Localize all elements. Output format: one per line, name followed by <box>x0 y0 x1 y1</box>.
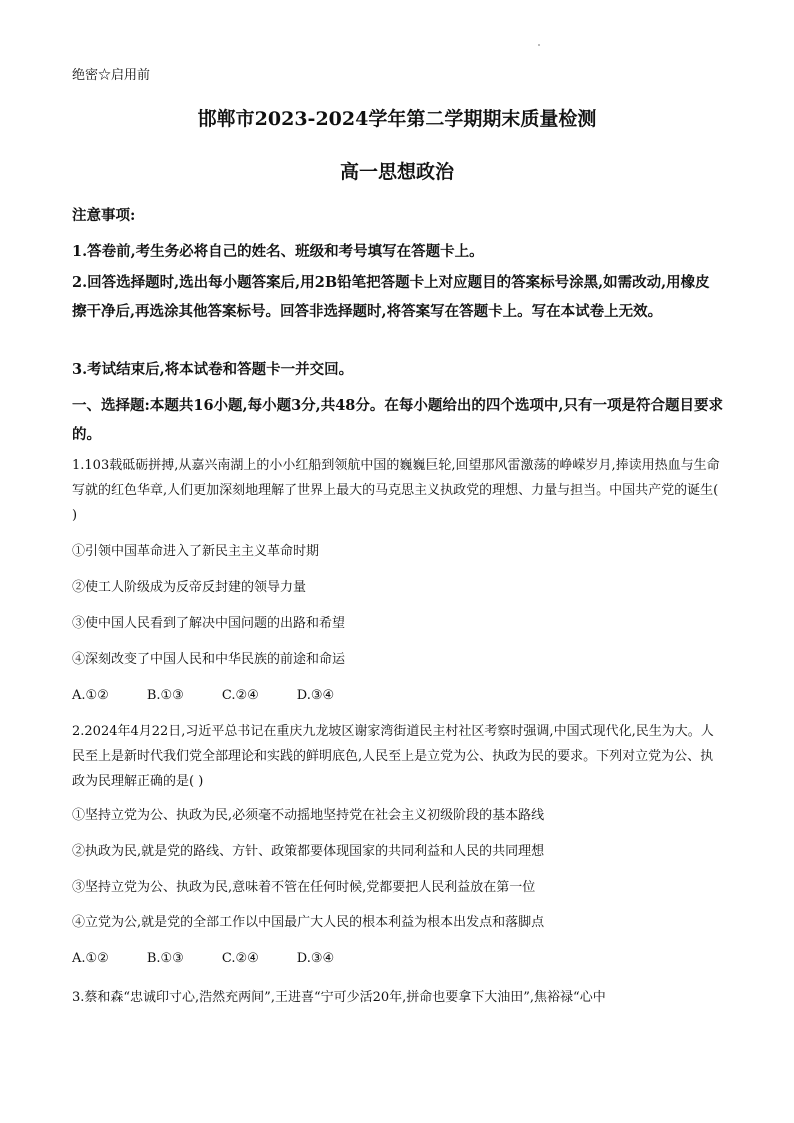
question-1-option: ③使中国人民看到了解决中国问题的出路和希望 <box>72 616 346 631</box>
question-1-stem: 1.103载砥砺拼搏,从嘉兴南湖上的小小红船到领航中国的巍巍巨轮,回望那风雷激荡的峥嵘岁月,捧读用热血与生命写就的红色华章,人们更加深刻地理解了世界上最大的马克思主义执政党的理想、力量与担当。中国共产党的诞生( ) <box>72 458 720 523</box>
answer-choice: C.②④ <box>221 688 259 703</box>
question-1-answers <box>72 686 724 706</box>
question-1-option: ①引领中国革命进入了新民主主义革命时期 <box>72 544 320 559</box>
question-2-option: ④立党为公,就是党的全部工作以中国最广大人民的根本利益为根本出发点和落脚点 <box>72 915 545 930</box>
question-2-option: ②执政为民,就是党的路线、方针、政策都要体现国家的共同利益和人民的共同理想 <box>72 844 545 859</box>
notice-item-1: 1.答卷前,考生务必将自己的姓名、班级和考号填写在答题卡上。 <box>72 243 484 260</box>
section-heading: 一、选择题:本题共16小题,每小题3分,共48分。在每小题给出的四个选项中,只有一项是符合题目要求的。 <box>72 397 723 443</box>
answer-choice: C.②④ <box>221 951 259 966</box>
question-1-option: ②使工人阶级成为反帝反封建的领导力量 <box>72 580 307 595</box>
answer-choice: B.①③ <box>146 688 184 703</box>
exam-title: 邯郸市2023-2024学年第二学期期末质量检测 <box>197 108 597 130</box>
notice-heading: 注意事项: <box>72 207 136 224</box>
notice-item-2: 2.回答选择题时,选出每小题答案后,用2B铅笔把答题卡上对应题目的答案标号涂黑,如需改动,用橡皮擦干净后,再选涂其他答案标号。回答非选择题时,将答案写在答题卡上。写在本试卷上无效。 <box>72 274 710 320</box>
subject-title: 高一思想政治 <box>339 161 454 183</box>
answer-choice: A.①② <box>72 688 109 703</box>
question-2-answers <box>72 949 724 969</box>
answer-choice: B.①③ <box>146 951 184 966</box>
speck-mark <box>538 44 540 46</box>
notice-item-3: 3.考试结束后,将本试卷和答题卡一并交回。 <box>72 361 354 378</box>
question-1-option: ④深刻改变了中国人民和中华民族的前途和命运 <box>72 652 346 667</box>
answer-choice: A.①② <box>72 951 109 966</box>
question-2-option: ①坚持立党为公、执政为民,必须毫不动摇地坚持党在社会主义初级阶段的基本路线 <box>72 808 545 823</box>
answer-choice: D.③④ <box>296 951 335 966</box>
secret-label: 绝密☆启用前 <box>72 68 151 83</box>
question-2-stem: 2.2024年4月22日,习近平总书记在重庆九龙坡区谢家湾街道民主村社区考察时强调,中国式现代化,民生为大。人民至上是新时代我们党全部理论和实践的鲜明底色,人民至上是立党为公、执政为民的要求。下列对立党为公、执政为民理解正确的是( ) <box>72 724 714 789</box>
question-3-stem: 3.蔡和森“忠诚印寸心,浩然充两间”,王进喜“宁可少活20年,拼命也要拿下大油田”,焦裕禄“心中 <box>72 990 606 1005</box>
answer-choice: D.③④ <box>296 688 335 703</box>
question-2-option: ③坚持立党为公、执政为民,意味着不管在任何时候,党都要把人民利益放在第一位 <box>72 880 536 895</box>
